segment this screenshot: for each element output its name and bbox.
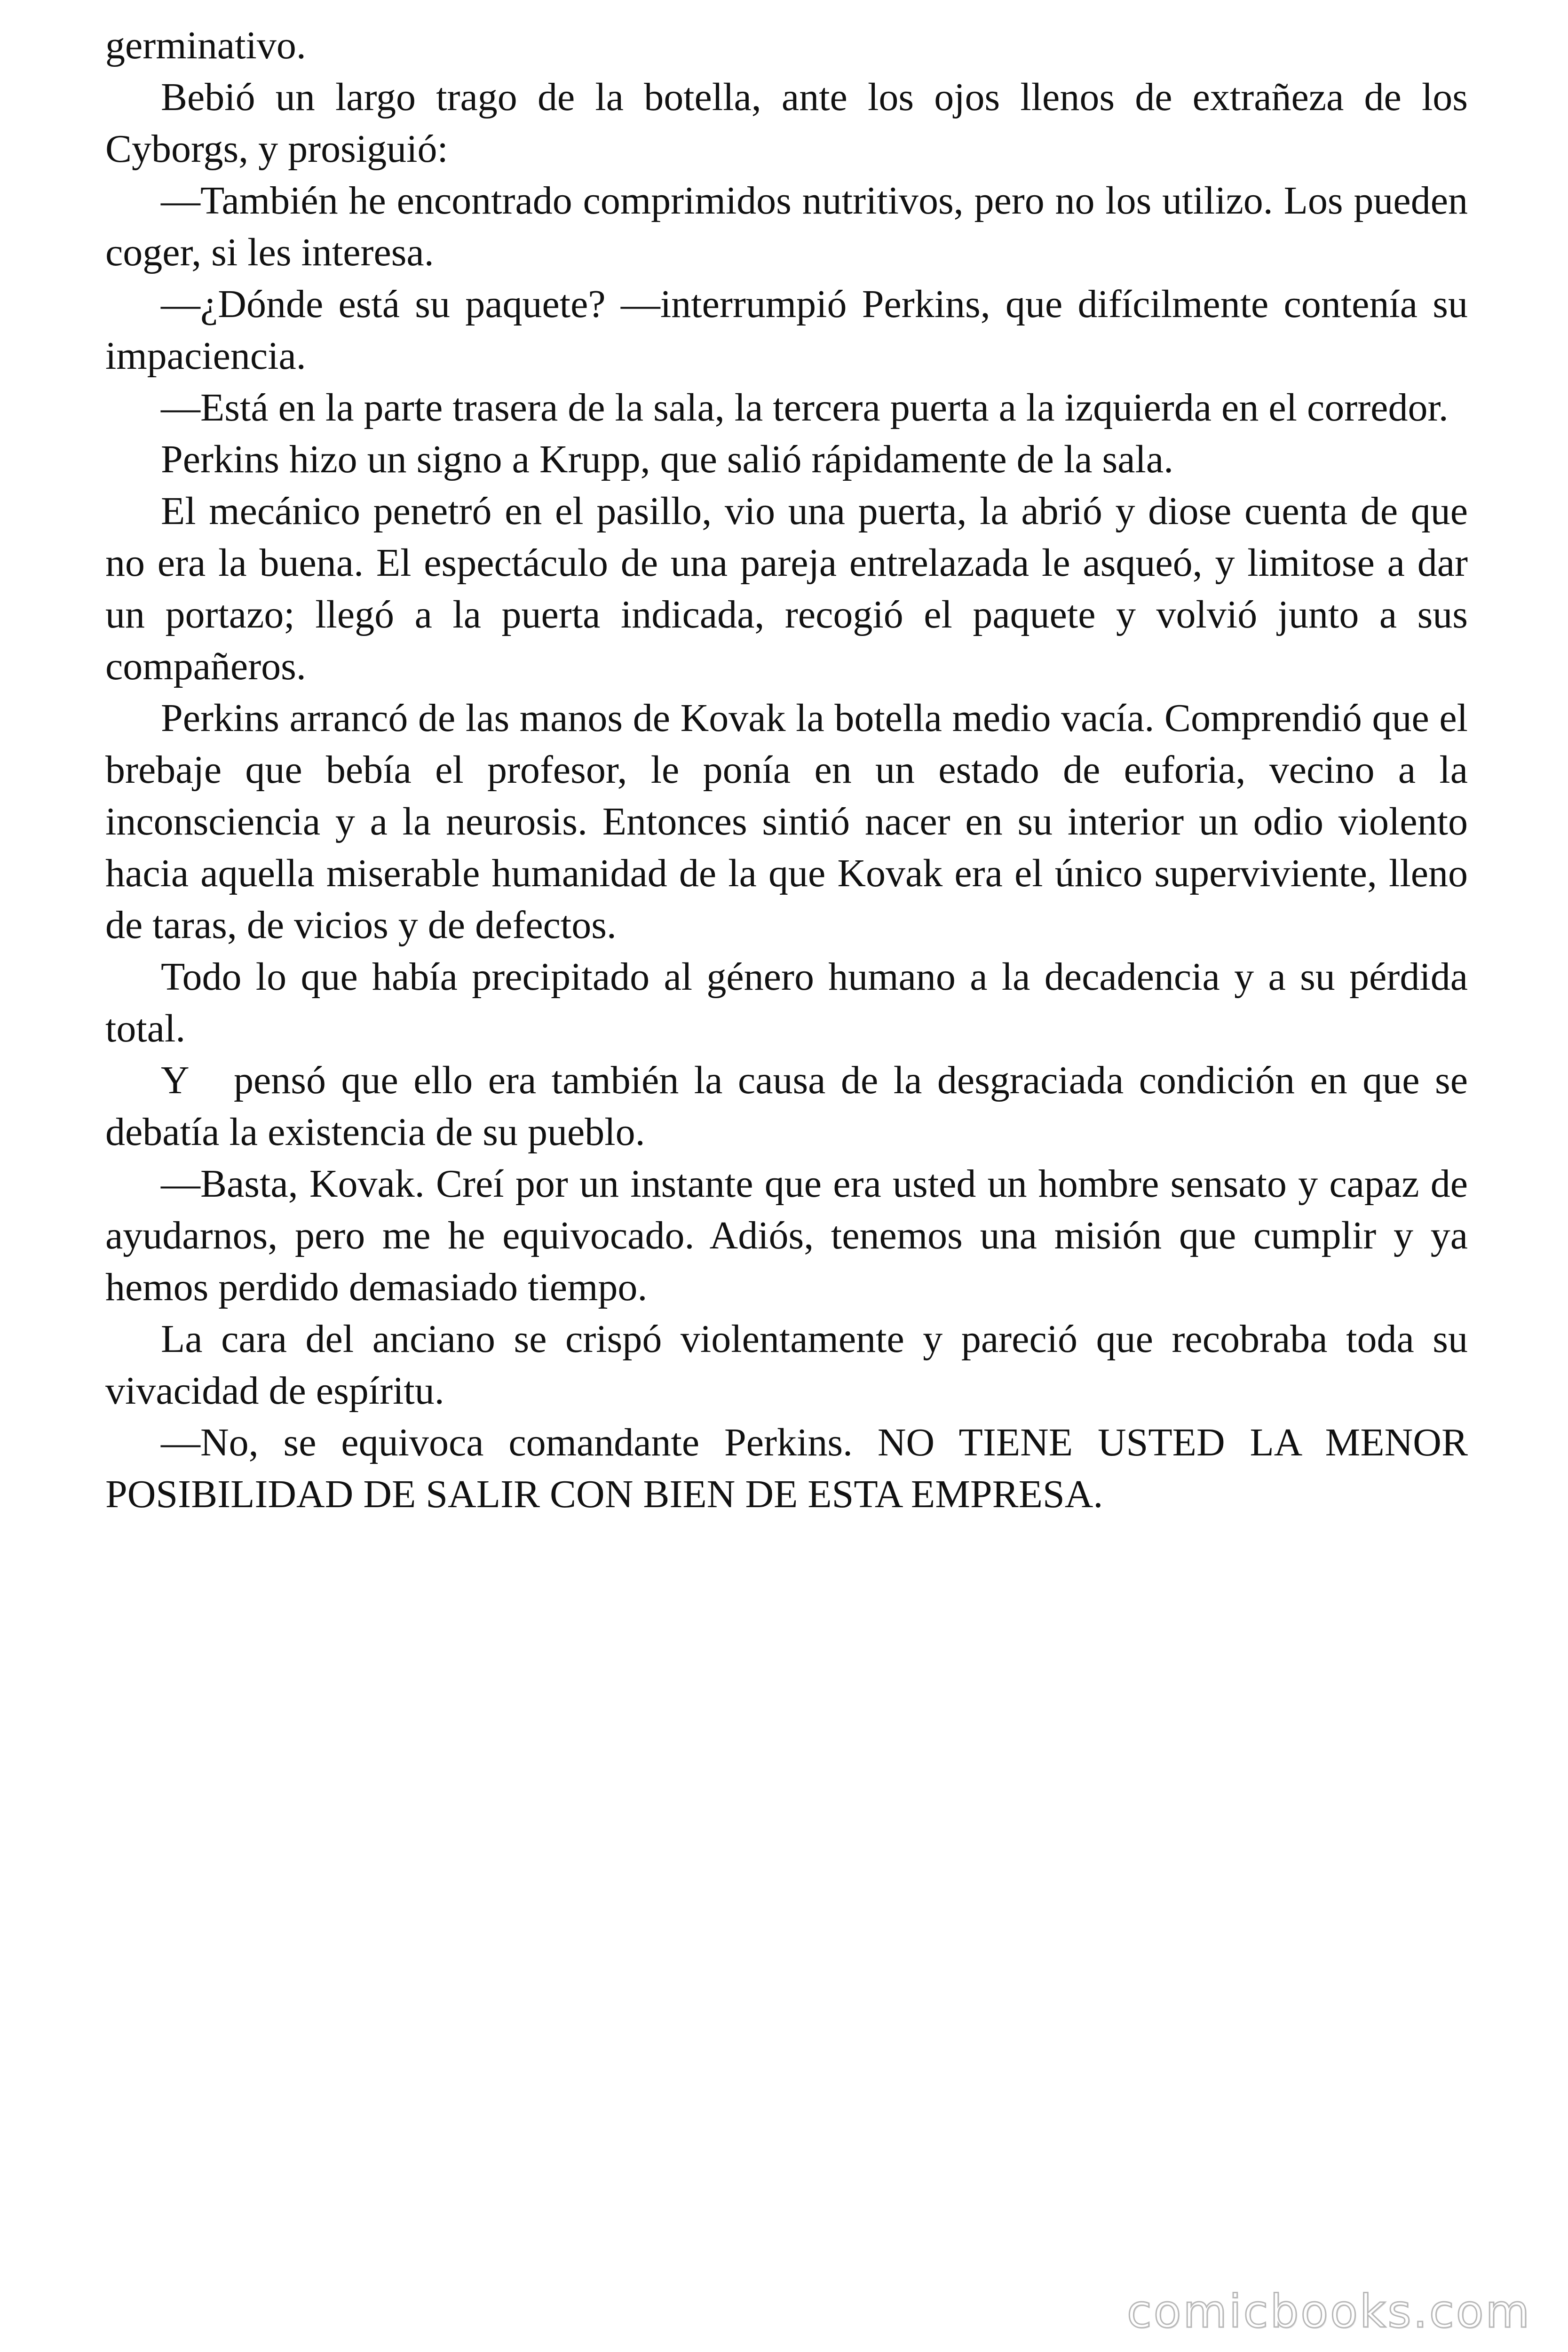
paragraph-1: germinativo. (105, 24, 306, 67)
paragraph-2: Bebió un largo trago de la botella, ante los ojos llenos de extrañeza de los Cyborgs, y prosiguió: (105, 75, 1468, 171)
paragraph-4: —¿Dónde está su paquete? —interrumpió Perkins, que difícilmente contenía su impaciencia. (105, 282, 1468, 378)
page-body (105, 20, 1478, 1520)
paragraph-9: Todo lo que había precipitado al género humano a la decadencia y a su pérdida total. (105, 955, 1468, 1050)
paragraph-5: —Está en la parte trasera de la sala, la tercera puerta a la izquierda en el corredor. (161, 386, 1449, 429)
paragraph-12: La cara del anciano se crispó violentamente y pareció que recobraba toda su vivacidad de espíritu. (105, 1317, 1468, 1413)
paragraph-10: Y pensó que ello era también la causa de la desgraciada condición en que se debatía la existencia de su pueblo. (105, 1058, 1478, 1154)
paragraph-6: Perkins hizo un signo a Krupp, que salió rápidamente de la sala. (161, 437, 1174, 481)
paragraph-8: Perkins arrancó de las manos de Kovak la botella medio vacía. Comprendió que el brebaje que bebía el profesor, le ponía en un estado de euforia, vecino a la inconsciencia y a la neurosis. Entonces sintió nacer en su interior un odio violento hacia aquella miserable humanidad de la que Kovak era el único superviviente, lleno de taras, de vicios y de defectos. (105, 696, 1468, 947)
paragraph-7: El mecánico penetró en el pasillo, vio una puerta, la abrió y diose cuenta de que no era la buena. El espectáculo de una pareja entrelazada le asqueó, y limitose a dar un portazo; llegó a la puerta indicada, recogió el paquete y volvió junto a sus compañeros. (105, 489, 1468, 688)
paragraph-3: —También he encontrado comprimidos nutritivos, pero no los utilizo. Los pueden coger, si les interesa. (105, 179, 1468, 274)
paragraph-11: —Basta, Kovak. Creí por un instante que era usted un hombre sensato y capaz de ayudarnos, pero me he equivocado. Adiós, tenemos una misión que cumplir y ya hemos perdido demasiado tiempo. (105, 1162, 1468, 1309)
watermark: comicbooks.com (1126, 2285, 1531, 2338)
paragraph-13: —No, se equivoca comandante Perkins. NO TIENE USTED LA MENOR POSIBILIDAD DE SALIR CON BIEN DE ESTA EMPRESA. (105, 1421, 1468, 1516)
